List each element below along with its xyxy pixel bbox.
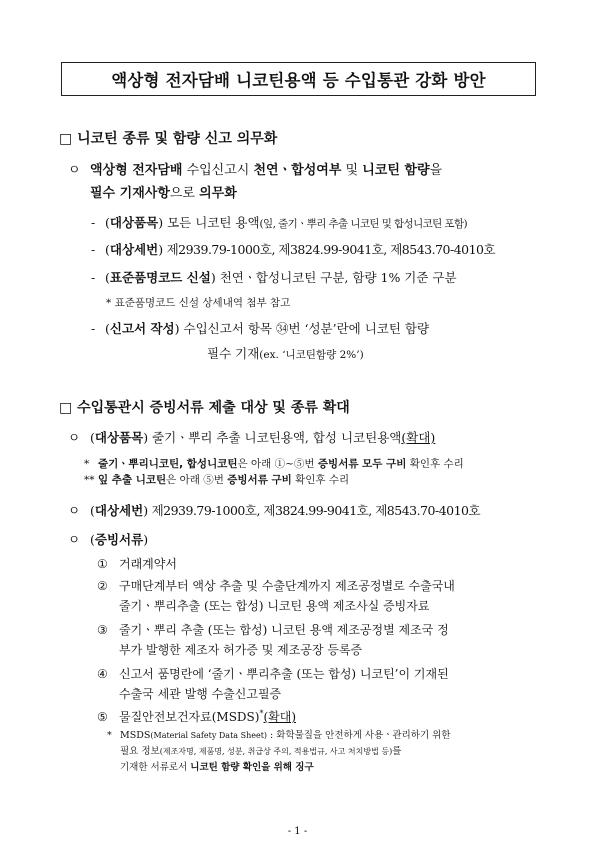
item-label: 대상세번 — [109, 242, 159, 257]
item-text: 천연ㆍ합성니코틴 구분, 함량 1% 기준 구분 — [215, 270, 457, 285]
paren-close: ) — [143, 532, 149, 547]
doc-item-3 — [97, 622, 449, 638]
doc-item-1 — [97, 556, 177, 572]
section-heading-1: □ 니코틴 종류 및 함량 신고 의무화 — [59, 131, 278, 147]
doc-number: ⑤ — [97, 710, 108, 724]
doc-number: ③ — [97, 623, 108, 637]
doc-sup: * — [259, 709, 264, 718]
msds-note-line3 — [120, 760, 314, 776]
doc-number: ② — [97, 579, 108, 593]
doc-item-2-cont: 줄기ㆍ뿌리추출 (또는 합성) 니코틴 용액 제조사실 증빙자료 — [119, 599, 430, 613]
s2-bullet-1 — [68, 430, 435, 446]
doc-item-3-cont: 부가 발행한 제조자 허가증 및 제조공장 등록증 — [119, 643, 363, 657]
s1-item-4 — [91, 321, 429, 337]
msds-desc: : 화학물질을 안전하게 사용ㆍ관리하기 위한 — [267, 730, 451, 741]
s1-item-2 — [91, 242, 495, 258]
msds-note-line2 — [120, 744, 401, 760]
s1-intro-line1 — [68, 163, 442, 179]
s1-intro-p4: 및 — [341, 163, 363, 178]
note-p1: 줄기ㆍ뿌리니코틴, 합성니코틴 — [98, 458, 238, 470]
item-label: 대상세번 — [94, 503, 144, 518]
s2-bullet-3 — [68, 532, 148, 548]
s1-intro-line2 — [90, 186, 237, 202]
item-text: 제2939.79-1000호, 제3824.99-9041호, 제8543.70-4010호 — [163, 242, 496, 257]
item-text: 수입신고서 항목 ㉞번 ‘성분’란에 니코틴 함량 — [179, 321, 430, 336]
item-text: 제2939.79-1000호, 제3824.99-9041호, 제8543.70-4010호 — [148, 503, 481, 518]
msds-note-line1 — [107, 728, 451, 744]
doc-text: 신고서 품명란에 ‘줄기ㆍ뿌리추출 (또는 합성) 니코틴’이 기재된 — [119, 667, 449, 681]
item-text: 줄기ㆍ뿌리 추출 니코틴용액, 합성 니코틴용액 — [148, 430, 402, 445]
expand-tag: (확대) — [401, 430, 436, 445]
paren-close: ) — [174, 321, 180, 336]
s1-intro-p2: 수입신고시 — [182, 163, 254, 178]
note-p3: 증빙서류 구비 — [227, 474, 292, 486]
paren-open: ( — [105, 270, 110, 285]
note-p4: 확인후 수리 — [406, 458, 464, 470]
note-p1: 잎 추출 니코틴 — [98, 474, 167, 486]
expand-tag: (확대) — [263, 710, 297, 724]
note-p2: 은 아래 ①~⑤번 — [237, 458, 318, 470]
msds-desc: 를 — [392, 746, 402, 757]
section-heading-2: □ 수입통관시 증빙서류 제출 대상 및 종류 확대 — [59, 400, 350, 416]
paren-open: ( — [90, 503, 95, 518]
msds-desc: 필요 정보 — [120, 746, 160, 757]
s1-intro-p8: 으로 — [169, 186, 200, 201]
paren-open: ( — [105, 215, 110, 230]
doc-number: ① — [97, 557, 108, 571]
s1-intro-p7: 필수 기재사항 — [90, 186, 170, 201]
doc-text: 줄기ㆍ뿌리 추출 (또는 합성) 니코틴 용액 제조공정별 제조국 정 — [119, 623, 449, 637]
s1-bullet: ㅇ — [68, 163, 81, 178]
s2-bullet: ㅇ — [68, 430, 81, 445]
item-label: 표준품명코드 신설 — [109, 270, 211, 285]
dash: - — [91, 215, 96, 230]
doc-item-5 — [97, 706, 296, 725]
note-star: ** — [84, 474, 95, 486]
paren-close: ) — [210, 270, 216, 285]
s2-note-1 — [84, 456, 464, 472]
paren-open: ( — [90, 532, 95, 547]
s1-intro-p6: 을 — [429, 163, 443, 178]
note-star: * — [107, 730, 112, 741]
page-title — [61, 62, 536, 96]
s1-item-1 — [91, 215, 467, 232]
s1-intro-p3: 천연ㆍ합성여부 — [253, 163, 342, 178]
paren-close: ) — [143, 503, 149, 518]
doc-item-4 — [97, 666, 449, 682]
note-p4: 확인후 수리 — [291, 474, 350, 486]
doc-text: 구매단계부터 액상 추출 및 수출단계까지 제조공정별로 수출국내 — [119, 579, 455, 593]
note-star: * — [84, 458, 90, 470]
dash: - — [91, 242, 96, 257]
paren-open: ( — [90, 430, 95, 445]
msds-desc: 기재한 서류로서 — [120, 762, 191, 773]
paren-close: ) — [143, 430, 149, 445]
paren-open: ( — [105, 242, 110, 257]
item-text: 모든 니코틴 용액 — [163, 215, 260, 230]
page-title-text: 액상형 전자담배 니코틴용액 등 수입통관 강화 방안 — [111, 71, 486, 90]
paren-close: ) — [158, 215, 164, 230]
s2-bullet: ㅇ — [68, 503, 81, 518]
note-p3: 증빙서류 모두 구비 — [317, 458, 407, 470]
doc-text: 물질안전보건자료(MSDS) — [119, 710, 260, 724]
dash: - — [91, 270, 96, 285]
msds-abbr: MSDS — [120, 730, 151, 741]
msds-full: (Material Safety Data Sheet) — [150, 731, 268, 740]
note-p2: 은 아래 ⑤번 — [166, 474, 228, 486]
s1-item-3 — [91, 270, 457, 286]
item-label: 증빙서류 — [94, 532, 144, 547]
doc-text: 거래계약서 — [119, 557, 177, 571]
s1-intro-p1: 액상형 전자담배 — [90, 163, 183, 178]
item-label: 대상품목 — [109, 215, 159, 230]
s1-intro-p9: 의무화 — [199, 186, 237, 201]
item-label: 대상품목 — [94, 430, 144, 445]
paren-open: ( — [105, 321, 110, 336]
s1-note: * 표준품명코드 신설 상세내역 첨부 참고 — [106, 297, 291, 309]
item-text: 필수 기재 — [207, 346, 260, 361]
s2-note-2 — [84, 472, 349, 488]
s1-intro-p5: 니코틴 함량 — [362, 163, 430, 178]
paren-close: ) — [158, 242, 164, 257]
item-small: (잎, 줄기ㆍ뿌리 추출 니코틴 및 합성니코틴 포함) — [259, 218, 468, 230]
s1-item-4-cont — [207, 346, 364, 363]
s2-bullet-2 — [68, 503, 480, 519]
item-small: (ex. ‘니코틴함량 2%’) — [259, 349, 364, 361]
doc-item-4-cont: 수출국 세관 발행 수출신고필증 — [119, 687, 282, 701]
dash: - — [91, 321, 96, 336]
s2-bullet: ㅇ — [68, 532, 81, 547]
doc-item-2 — [97, 578, 455, 594]
doc-number: ④ — [97, 667, 108, 681]
msds-emphasis: 니코틴 함량 확인을 위해 징구 — [190, 762, 314, 773]
page-number: - 1 - — [287, 826, 308, 837]
item-label: 신고서 작성 — [109, 321, 175, 336]
msds-detail: (제조자명, 제품명, 성분, 취급상 주의, 적용법규, 사고 처치방법 등) — [159, 747, 393, 756]
